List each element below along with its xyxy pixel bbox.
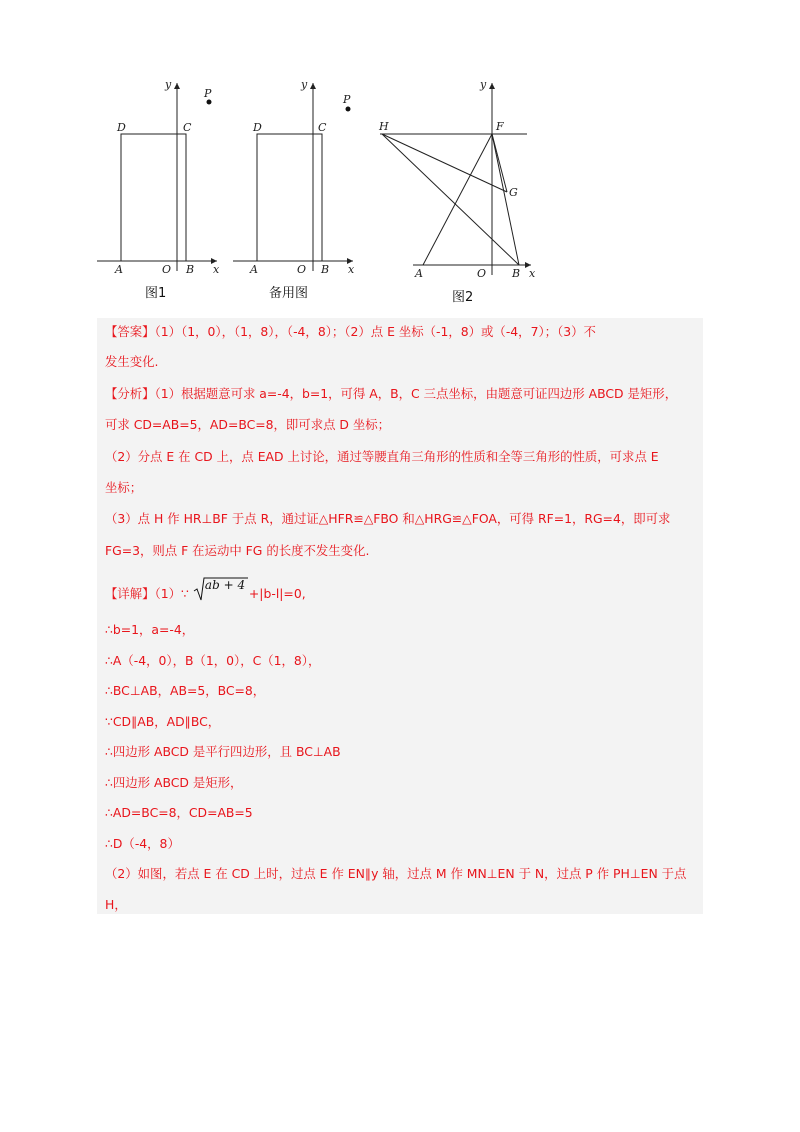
fig1-y-arrow <box>174 83 180 89</box>
analysis-line-4: 坐标； <box>105 480 143 495</box>
spare-label-a: A <box>250 263 258 276</box>
fig2-caption: 图2 <box>452 290 474 305</box>
detail-line <box>105 576 306 603</box>
figure-spare <box>233 78 355 301</box>
solution-panel <box>97 318 703 914</box>
step-4: ∵CD∥AB，AD∥BC， <box>105 714 221 729</box>
fig1-label-y: y <box>165 78 172 91</box>
spare-label-d: D <box>253 121 262 134</box>
spare-label-b: B <box>321 263 330 276</box>
fig2-segment-fb <box>492 134 519 265</box>
fig1-label-o: O <box>162 263 172 276</box>
fig2-label-f: F <box>496 120 504 133</box>
geometry-figures <box>95 75 555 310</box>
figure-2 <box>378 78 536 305</box>
step-2: ∴A（-4，0），B（1，0），C（1，8）， <box>105 653 321 668</box>
fig1-point-p <box>207 100 212 105</box>
step-5: ∴四边形 ABCD 是平行四边形，且 BC⊥AB <box>105 744 341 759</box>
spare-rectangle <box>257 134 322 261</box>
answer-line-2: 发生变化. <box>105 354 159 369</box>
analysis-line-1: 【分析】（1）根据题意可求 a=-4，b=1，可得 A，B，C 三点坐标，由题意可证四边形 ABCD 是矩形， <box>105 386 678 401</box>
spare-point-p <box>346 107 351 112</box>
detail-suffix: +|b-l|=0, <box>248 586 306 601</box>
fig1-caption: 图1 <box>145 286 167 301</box>
spare-label-x: x <box>348 263 355 276</box>
fig1-label-p: P <box>204 87 212 100</box>
spare-y-arrow <box>310 83 316 89</box>
analysis-line-2: 可求 CD=AB=5，AD=BC=8，即可求点 D 坐标； <box>105 417 391 432</box>
analysis-line-5: （3）点 H 作 HR⊥BF 于点 R，通过证△HFR≌△FBO 和△HRG≌△FOA，可得 RF=1，RG=4，即可求 <box>105 511 671 526</box>
fig2-segment-hg <box>382 134 507 192</box>
spare-label-y: y <box>301 78 308 91</box>
step-7: ∴AD=BC=8，CD=AB=5 <box>105 805 253 820</box>
fig2-label-b: B <box>512 267 521 280</box>
fig1-label-a: A <box>115 263 123 276</box>
radicand: ab + 4 <box>204 578 246 592</box>
step-3: ∴BC⊥AB，AB=5，BC=8， <box>105 683 266 698</box>
detail-prefix: 【详解】（1）∵ <box>105 586 189 601</box>
analysis-line-3: （2）分点 E 在 CD 上，点 EAD 上讨论，通过等腰直角三角形的性质和全等三角形的性质，可求点 E <box>105 449 659 464</box>
analysis-line-6: FG=3，则点 F 在运动中 FG 的长度不发生变化. <box>105 543 370 558</box>
fig2-label-y: y <box>480 78 487 91</box>
step-6: ∴四边形 ABCD 是矩形， <box>105 775 243 790</box>
fig1-rectangle <box>121 134 186 261</box>
spare-caption: 备用图 <box>269 286 309 301</box>
step-9: （2）如图，若点 E 在 CD 上时，过点 E 作 EN∥y 轴，过点 M 作 MN⊥EN 于 N，过点 P 作 PH⊥EN 于点 <box>105 866 687 881</box>
fig2-label-h: H <box>379 120 389 133</box>
fig1-label-b: B <box>186 263 195 276</box>
radical-expression <box>193 576 249 602</box>
step-8: ∴D（-4，8） <box>105 836 180 851</box>
fig2-segment-hb <box>382 134 519 265</box>
spare-label-c: C <box>318 121 327 134</box>
fig2-label-x: x <box>529 267 536 280</box>
figures-area <box>95 75 555 310</box>
spare-label-o: O <box>297 263 307 276</box>
fig2-y-arrow <box>489 83 495 89</box>
fig2-label-a: A <box>415 267 423 280</box>
fig2-label-g: G <box>509 186 518 199</box>
step-10: H， <box>105 897 127 912</box>
fig1-label-c: C <box>183 121 192 134</box>
spare-label-p: P <box>343 93 351 106</box>
figure-1 <box>97 78 220 301</box>
step-1: ∴b=1，a=-4， <box>105 622 195 637</box>
answer-line-1: 【答案】（1）（1，0），（1，8），（-4，8）；（2）点 E 坐标（-1，8）或（-4，7）；（3）不 <box>105 324 596 339</box>
fig1-label-d: D <box>117 121 126 134</box>
fig2-segment-af <box>423 134 492 265</box>
fig2-label-o: O <box>477 267 487 280</box>
fig1-label-x: x <box>213 263 220 276</box>
